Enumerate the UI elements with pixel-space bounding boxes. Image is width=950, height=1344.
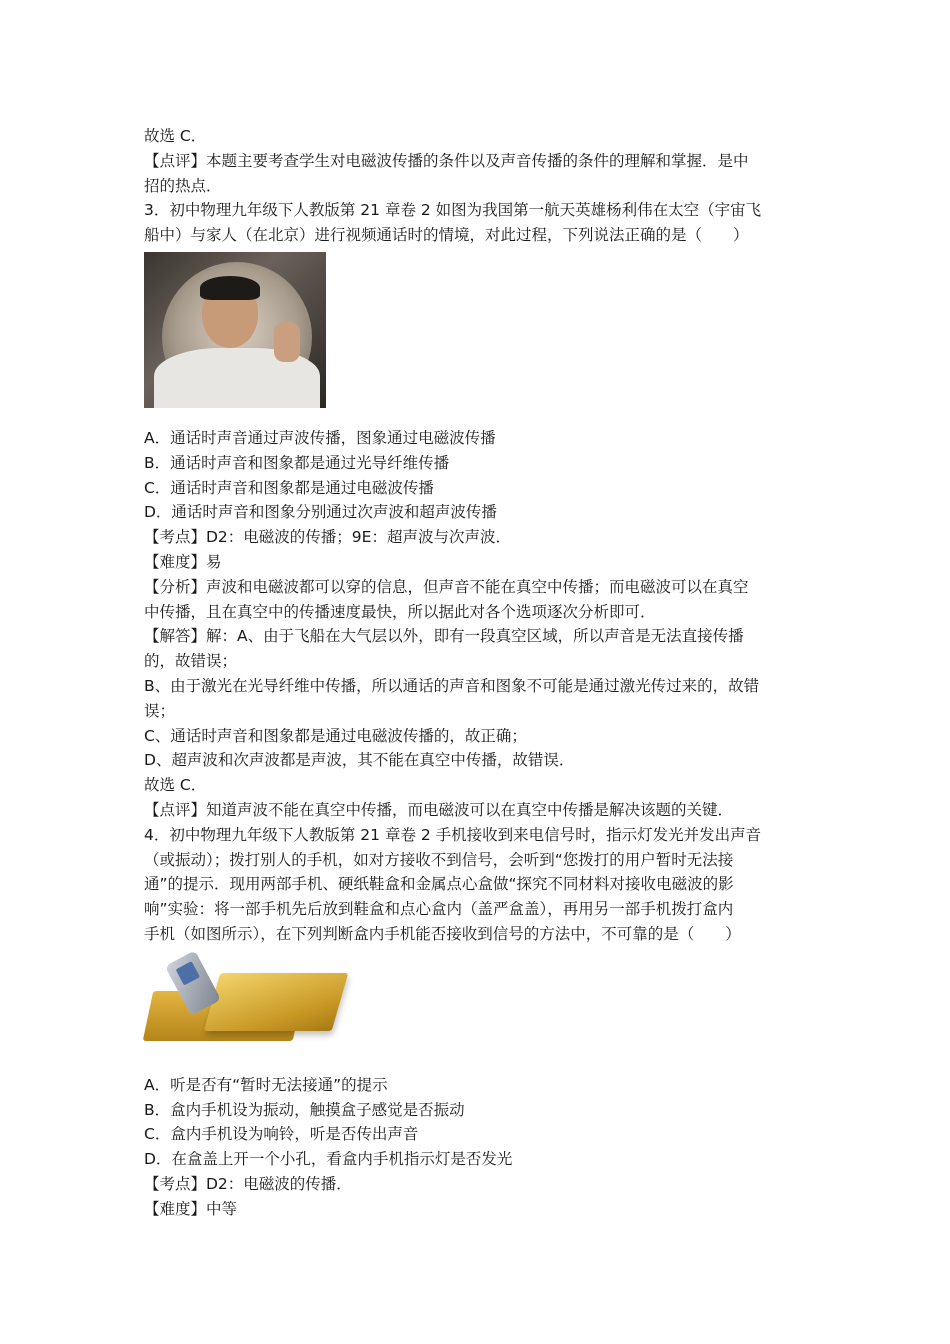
q3-analysis-line: 的，故错误； <box>144 652 238 671</box>
q4-option-d: D．在盒盖上开一个小孔，看盒内手机指示灯是否发光 <box>144 1150 513 1169</box>
q3-stem-line: 船中）与家人（在北京）进行视频通话时的情境，对此过程，下列说法正确的是（ ） <box>144 226 749 245</box>
q3-analysis-line: 中传播，且在真空中的传播速度最快，所以据此对各个选项逐次分析即可． <box>144 602 656 621</box>
phone-in-box-image <box>144 951 344 1059</box>
q3-analysis-line: 【点评】知道声波不能在真空中传播，而电磁波可以在真空中传播是解决该题的关键． <box>144 800 734 819</box>
q3-analysis-line: C、通话时声音和图象都是通过电磁波传播的，故正确； <box>144 726 527 745</box>
q4-analysis-line: 【难度】中等 <box>144 1199 238 1218</box>
q3-option-d: D．通话时声音和图象分别通过次声波和超声波传播 <box>144 503 497 522</box>
q3-analysis-line: 【难度】易 <box>144 552 222 571</box>
q4-analysis-line: 【考点】D2：电磁波的传播． <box>144 1174 352 1193</box>
text-line: 招的热点． <box>144 176 222 195</box>
q3-option-b: B．通话时声音和图象都是通过光导纤维传播 <box>144 453 450 472</box>
q3-analysis-line: 故选 C． <box>144 776 207 795</box>
q4-option-a: A．听是否有“暂时无法接通”的提示 <box>144 1075 388 1094</box>
q4-stem-line: 响”实验：将一部手机先后放到鞋盒和点心盒内（盖严盒盖），再用另一部手机拨打盒内 <box>144 900 734 919</box>
q3-analysis-line: B、由于激光在光导纤维中传播，所以通话的声音和图象不可能是通过激光传过来的，故错 <box>144 676 760 695</box>
q3-option-a: A．通话时声音通过声波传播，图象通过电磁波传播 <box>144 428 496 447</box>
q3-analysis-line: 【考点】D2：电磁波的传播；9E：超声波与次声波． <box>144 528 511 547</box>
q4-stem-line: 4．初中物理九年级下人教版第 21 章卷 2 手机接收到来电信号时，指示灯发光并发出声音 <box>144 825 762 844</box>
q4-stem-line: （或振动）；拨打别人的手机，如对方接收不到信号，会听到“您拨打的用户暂时无法接 <box>144 850 734 869</box>
text-line: 【点评】本题主要考查学生对电磁波传播的条件以及声音传播的条件的理解和掌握．是中 <box>144 151 749 170</box>
q4-option-b: B．盒内手机设为振动，触摸盒子感觉是否振动 <box>144 1100 465 1119</box>
astronaut-photo <box>144 252 326 408</box>
q3-analysis-line: 【分析】声波和电磁波都可以穿的信息，但声音不能在真空中传播；而电磁波可以在真空 <box>144 577 749 596</box>
q3-option-c: C．通话时声音和图象都是通过电磁波传播 <box>144 478 434 497</box>
q4-stem-line: 通”的提示．现用两部手机、硬纸鞋盒和金属点心盒做“探究不同材料对接收电磁波的影 <box>144 875 734 894</box>
text-line: 故选 C． <box>144 127 207 145</box>
document-content <box>144 124 808 1222</box>
q3-stem-line: 3．初中物理九年级下人教版第 21 章卷 2 如图为我国第一航天英雄杨利伟在太空（宇宙飞 <box>144 201 762 220</box>
q4-stem-line: 手机（如图所示），在下列判断盒内手机能否接收到信号的方法中，不可靠的是（ ） <box>144 924 741 943</box>
q3-analysis-line: D、超声波和次声波都是声波，其不能在真空中传播，故错误． <box>144 751 575 770</box>
q4-option-c: C．盒内手机设为响铃，听是否传出声音 <box>144 1125 419 1144</box>
q3-analysis-line: 【解答】解：A、由于飞船在大气层以外，即有一段真空区域，所以声音是无法直接传播 <box>144 627 744 646</box>
q3-analysis-line: 误； <box>144 701 176 720</box>
